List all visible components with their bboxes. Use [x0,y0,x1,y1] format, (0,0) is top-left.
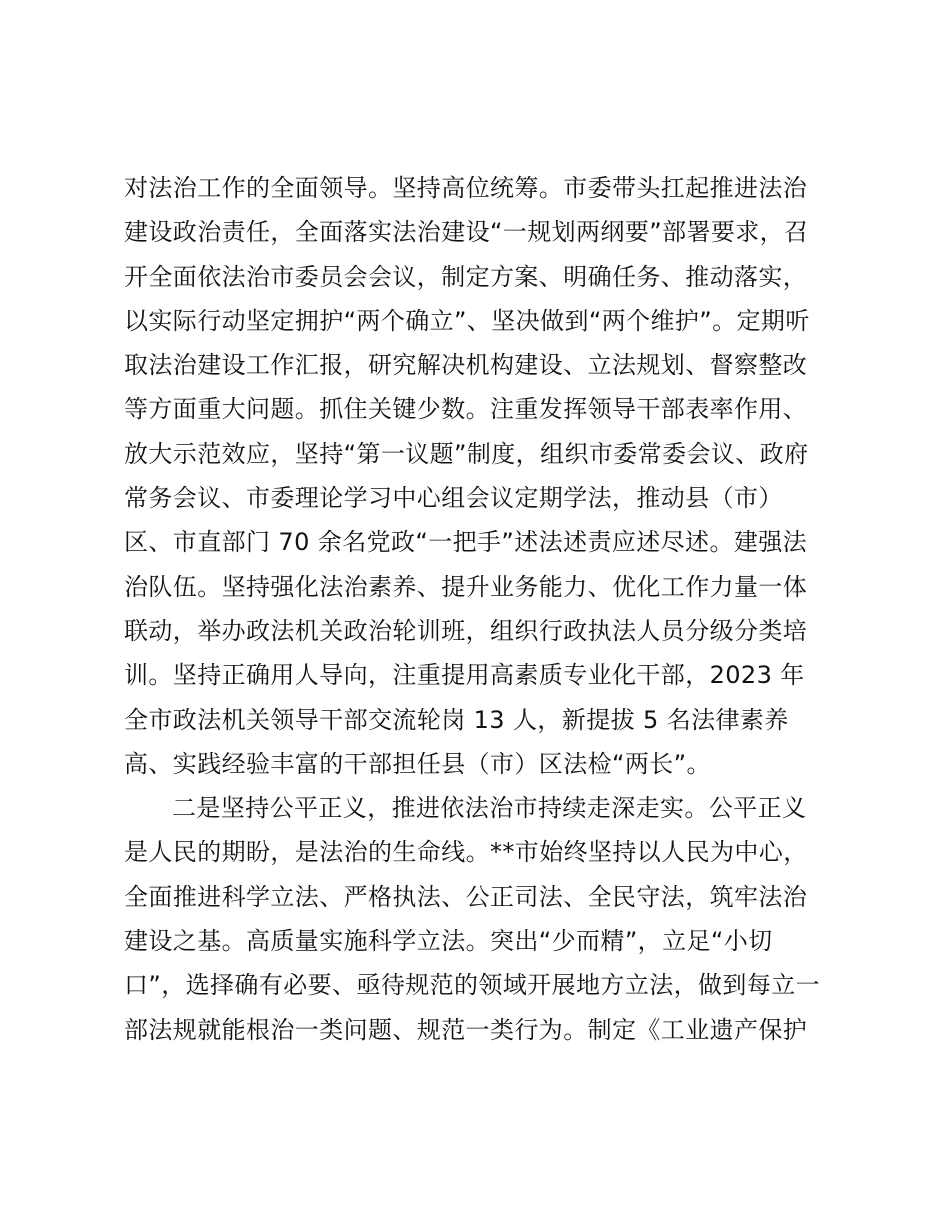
body-text [124,166,844,1052]
text-line: 建设政治责任，全面落实法治建设“一规划两纲要”部署要求，召 [124,218,809,247]
text-line: 区、市直部门 70 余名党政“一把手”述法述责应述尽述。建强法 [124,528,808,557]
text-line: 开全面依法治市委员会会议，制定方案、明确任务、推动落实， [124,262,808,291]
text-line: 部法规就能根治一类问题、规范一类行为。制定《工业遗产保护 [124,1015,808,1044]
text-line: 口”，选择确有必要、亟待规范的领域开展地方立法，做到每立一 [124,971,821,1000]
text-line: 对法治工作的全面领导。坚持高位统筹。市委带头扛起推进法治 [124,174,808,202]
text-line: 以实际行动坚定拥护“两个确立”、坚决做到“两个维护”。定期听 [124,306,810,335]
text-line: 联动，举办政法机关政治轮训班，组织行政执法人员分级分类培 [124,616,808,645]
text-line: 等方面重大问题。抓住关键少数。注重发挥领导干部表率作用、 [124,395,808,424]
text-line: 治队伍。坚持强化法治素养、提升业务能力、优化工作力量一体 [124,572,808,601]
text-line: 放大示范效应，坚持“第一议题”制度，组织市委常委会议、政府 [124,439,809,468]
text-line: 训。坚持正确用人导向，注重提用高素质专业化干部，2023 年 [124,661,805,690]
text-line: 取法治建设工作汇报，研究解决机构建设、立法规划、督察整改 [124,351,808,380]
paragraph-start-line: 二是坚持公平正义，推进依法治市持续走深走实。公平正义 [172,794,807,823]
text-line: 常务会议、市委理论学习中心组会议定期学法，推动县（市） [124,484,783,513]
text-line: 是人民的期盼，是法治的生命线。**市始终坚持以人民为中心， [124,838,808,867]
text-line: 全市政法机关领导干部交流轮岗 13 人，新提拔 5 名法律素养 [124,705,789,734]
text-line: 高、实践经验丰富的干部担任县（市）区法检“两长”。 [124,749,711,778]
text-line: 全面推进科学立法、严格执法、公正司法、全民守法，筑牢法治 [124,882,808,911]
text-line: 建设之基。高质量实施科学立法。突出“少而精”，立足“小切 [124,927,773,956]
